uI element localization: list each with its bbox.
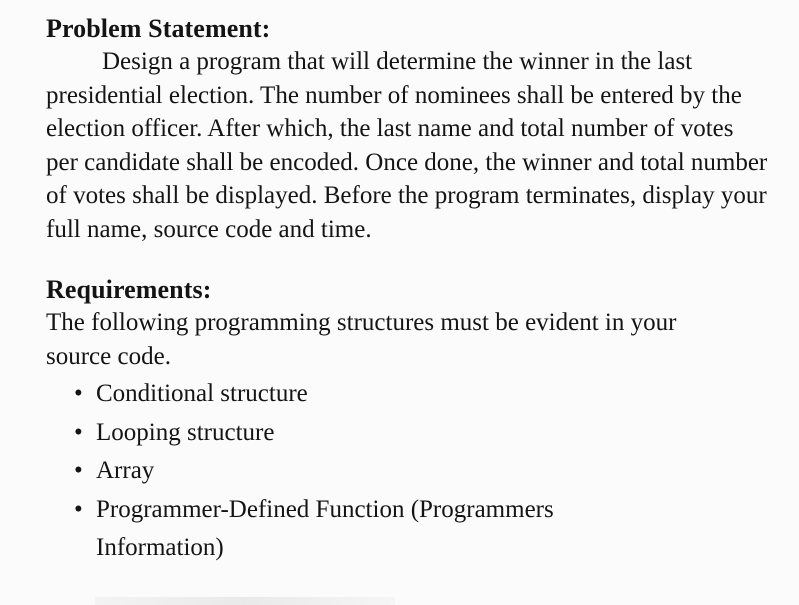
list-item-label: Programmer-Defined Function (Programmers Information) xyxy=(96,495,554,561)
section-spacer xyxy=(46,246,769,273)
bullet-icon: • xyxy=(74,457,83,484)
problem-statement-text: Design a program that will determine the winner in the last presidential election. The number of nominees shall be entered by the election officer. After which, the last name and total number of votes per candidate shall be encoded. Once done, the winner and total number of votes shall be displayed. Before the program terminates, display your full name, source code and time. xyxy=(46,48,768,243)
bullet-icon: • xyxy=(74,380,83,407)
list-item-label: Array xyxy=(96,457,155,484)
cropped-text-remnant xyxy=(95,597,395,605)
list-item xyxy=(74,375,656,414)
problem-statement-heading: Problem Statement: xyxy=(46,14,271,43)
bullet-icon: • xyxy=(74,495,83,523)
list-item-label: Looping structure xyxy=(96,418,275,446)
requirements-intro: The following programming structures must be evident in your source code. xyxy=(46,309,677,370)
list-item-label: Conditional structure xyxy=(96,380,308,407)
list-item xyxy=(74,452,656,491)
requirements-list xyxy=(46,375,769,568)
list-item xyxy=(74,491,656,568)
list-item xyxy=(74,414,656,453)
bullet-icon: • xyxy=(74,418,83,446)
requirements-heading: Requirements: xyxy=(46,275,212,304)
